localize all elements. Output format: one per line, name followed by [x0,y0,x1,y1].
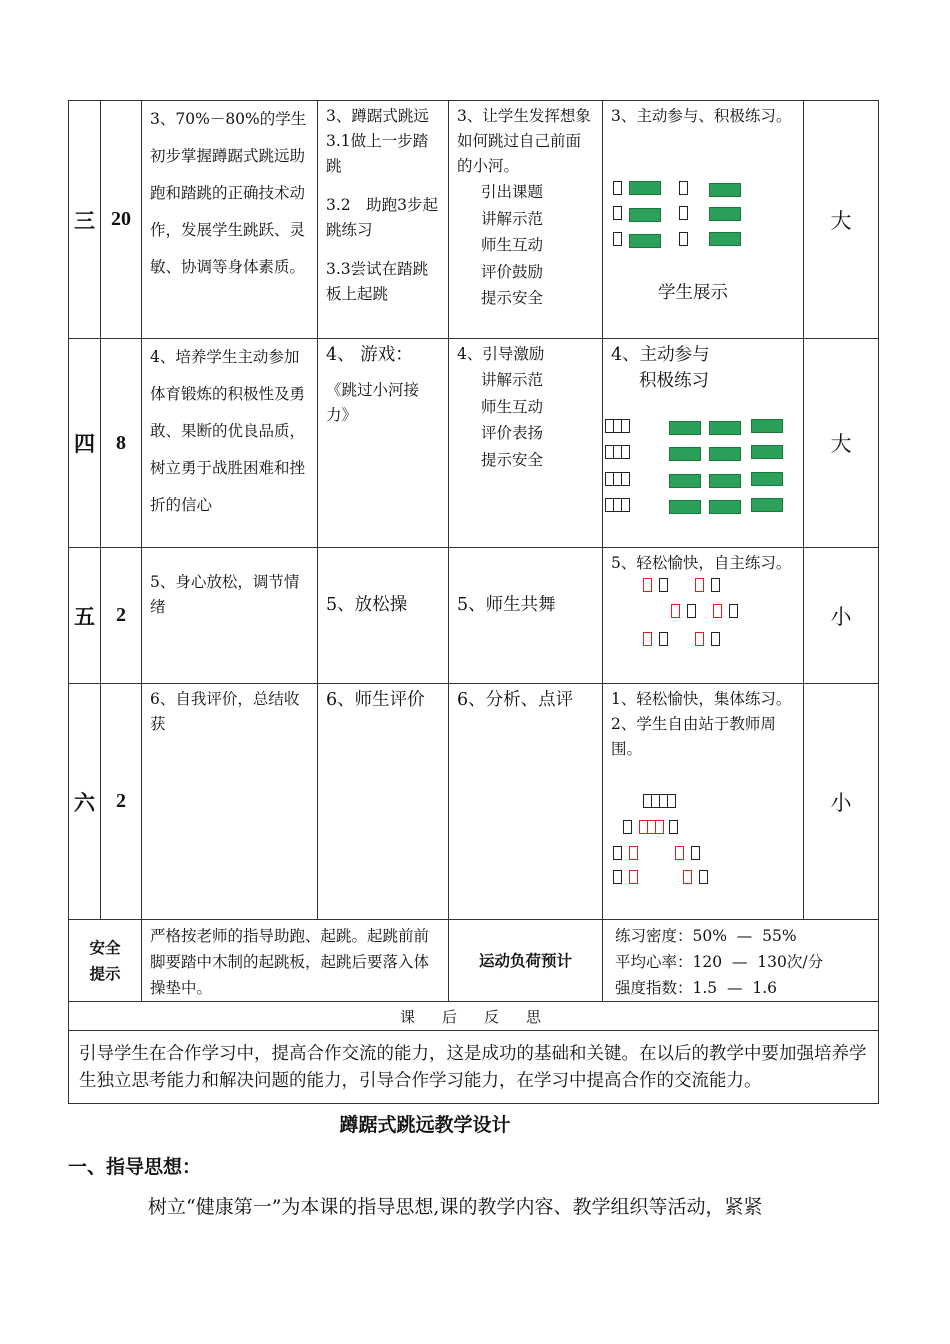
student-marker [667,794,676,808]
safety-row [69,920,879,1002]
teacher-step: 讲解示范 [481,371,544,389]
student-cell [603,684,803,917]
mat-icon [709,500,741,514]
student-title: 5、轻松愉快，自主练习。 [611,554,792,572]
student-marker [711,578,720,592]
student-marker [679,181,688,195]
mat-icon [751,472,783,486]
student-marker [621,498,630,512]
goal-text: 3、70%－80%的学生初步掌握蹲踞式跳远助跑和踏跳的正确技术动作，发展学生跳跃、灵敏、协调等身体素质。 [150,110,307,276]
reflection-title: 课 后 反 思 [69,1002,879,1031]
load-level: 小 [804,548,879,684]
section-number: 三 [69,101,101,339]
content-line: 5、放松操 [326,595,408,615]
teacher-intro: 5、师生共舞 [457,595,556,615]
mat-icon [669,474,701,488]
student-title: 2、学生自由站于教师周围。 [611,715,776,758]
student-marker [629,846,638,860]
mat-icon [709,421,741,435]
safety-text: 严格按老师的指导助跑、起跳。起跳前前脚要踏中木制的起跳板，起跳后要落入体操垫中。 [150,927,430,997]
teacher-step: 师生互动 [481,236,544,254]
teacher-intro: 6、分析、点评 [457,690,574,710]
mat-icon [669,447,701,461]
lesson-plan-table [68,100,879,1104]
section-minutes: 2 [101,548,142,684]
student-marker [691,846,700,860]
content-line: 6、师生评价 [326,690,425,710]
mat-icon [629,181,661,195]
section-paragraph: 树立“健康第一”为本课的指导思想,课的教学内容、教学组织等活动，紧紧 [148,1196,763,1218]
student-marker [679,206,688,220]
student-caption: 学生展示 [658,283,728,303]
student-marker [675,846,684,860]
section-number: 五 [69,548,101,684]
mat-icon [669,421,701,435]
student-marker [613,206,622,220]
reflection-title-row [69,1002,879,1031]
section-minutes: 2 [101,684,142,920]
teacher-step: 师生互动 [481,397,544,416]
section-heading: 一、指导思想： [68,1156,202,1178]
mat-icon [751,419,783,433]
student-marker [629,870,638,884]
load-stats [603,920,878,1001]
student-marker [613,846,622,860]
student-marker [671,604,680,618]
student-title: 积极练习 [639,371,709,391]
mat-icon [669,500,701,514]
mat-icon [709,183,741,197]
student-marker [659,632,668,646]
student-title: 4、主动参与 [611,345,710,365]
student-marker [729,604,738,618]
student-marker [695,578,704,592]
content-line: 3.1做上一步踏跳 [326,132,429,175]
student-marker [711,632,720,646]
load-level: 大 [804,101,879,339]
student-marker [623,820,632,834]
student-marker [655,820,664,834]
student-marker [643,578,652,592]
load-level: 大 [804,339,879,548]
mat-icon [709,232,741,246]
goal-text: 4、培养学生主动参加体育锻炼的积极性及勇敢、果断的优良品质，树立勇于战胜困难和挫折的信心 [150,348,306,514]
practice-density: 练习密度：50% — 55% [615,927,797,945]
student-marker [621,472,630,486]
student-marker [621,419,630,433]
section-minutes: 20 [101,101,142,339]
student-marker [679,232,688,246]
goal-text: 5、身心放松，调节情绪 [150,573,300,616]
mat-icon [709,207,741,221]
teacher-step: 引出课题 [481,183,544,201]
reflection-text: 引导学生在合作学习中，提高合作交流的能力，这是成功的基础和关键。在以后的教学中要加强培养学生独立思考能力和解决问题的能力，引导合作学习能力，在学习中提高合作的交流能力。 [79,1044,867,1091]
student-marker [713,604,722,618]
section-number: 四 [69,339,101,548]
section-minutes: 8 [101,339,142,548]
section-number: 六 [69,684,101,920]
content-cell [318,339,448,428]
load-estimate-label: 运动负荷预计 [449,920,603,1002]
teacher-step: 提示安全 [481,450,544,469]
content-line: 3.2 助跑3步起跳练习 [326,196,439,239]
content-line: 3、蹲踞式跳远 [326,107,429,125]
student-marker [621,445,630,459]
content-line: 《跳过小河接力》 [326,381,420,424]
mat-icon [629,234,661,248]
student-title: 3、主动参与、积极练习。 [611,107,792,125]
content-line: 3.3尝试在踏跳板上起跳 [326,260,429,303]
teacher-intro: 3、让学生发挥想象如何跳过自己前面的小河。 [457,107,591,175]
student-marker [683,870,692,884]
average-heart-rate: 平均心率：120 — 130次/分 [615,953,824,971]
document-title: 蹲踞式跳远教学设计 [339,1114,511,1136]
table-row [69,548,879,684]
student-marker [613,181,622,195]
student-marker [669,820,678,834]
student-cell [603,339,803,545]
student-marker [643,632,652,646]
table-row [69,339,879,548]
student-marker [613,232,622,246]
content-line: 4、 游戏： [326,345,413,365]
intensity-index: 强度指数：1.5 — 1.6 [615,979,778,997]
reflection-row [69,1031,879,1104]
teacher-cell [449,339,602,473]
mat-icon [629,208,661,222]
student-marker [613,870,622,884]
student-cell [603,548,803,681]
table-row [69,101,879,339]
table-row [69,684,879,920]
mat-icon [709,447,741,461]
teacher-step: 评价表扬 [481,424,544,442]
student-marker [699,870,708,884]
safety-label: 安全 提示 [69,920,142,1002]
student-marker [659,578,668,592]
teacher-step: 提示安全 [481,289,544,307]
goal-text: 6、自我评价，总结收获 [150,690,300,733]
student-marker [695,632,704,646]
teacher-step: 讲解示范 [481,209,544,228]
load-level: 小 [804,684,879,920]
mat-icon [751,498,783,512]
teacher-intro: 4、引导激励 [457,345,545,363]
mat-icon [751,445,783,459]
teacher-cell [449,101,602,312]
student-cell [603,101,803,336]
student-marker [687,604,696,618]
content-cell [318,101,448,307]
teacher-step: 评价鼓励 [481,262,544,281]
mat-icon [709,474,741,488]
student-title: 1、轻松愉快，集体练习。 [611,690,792,708]
